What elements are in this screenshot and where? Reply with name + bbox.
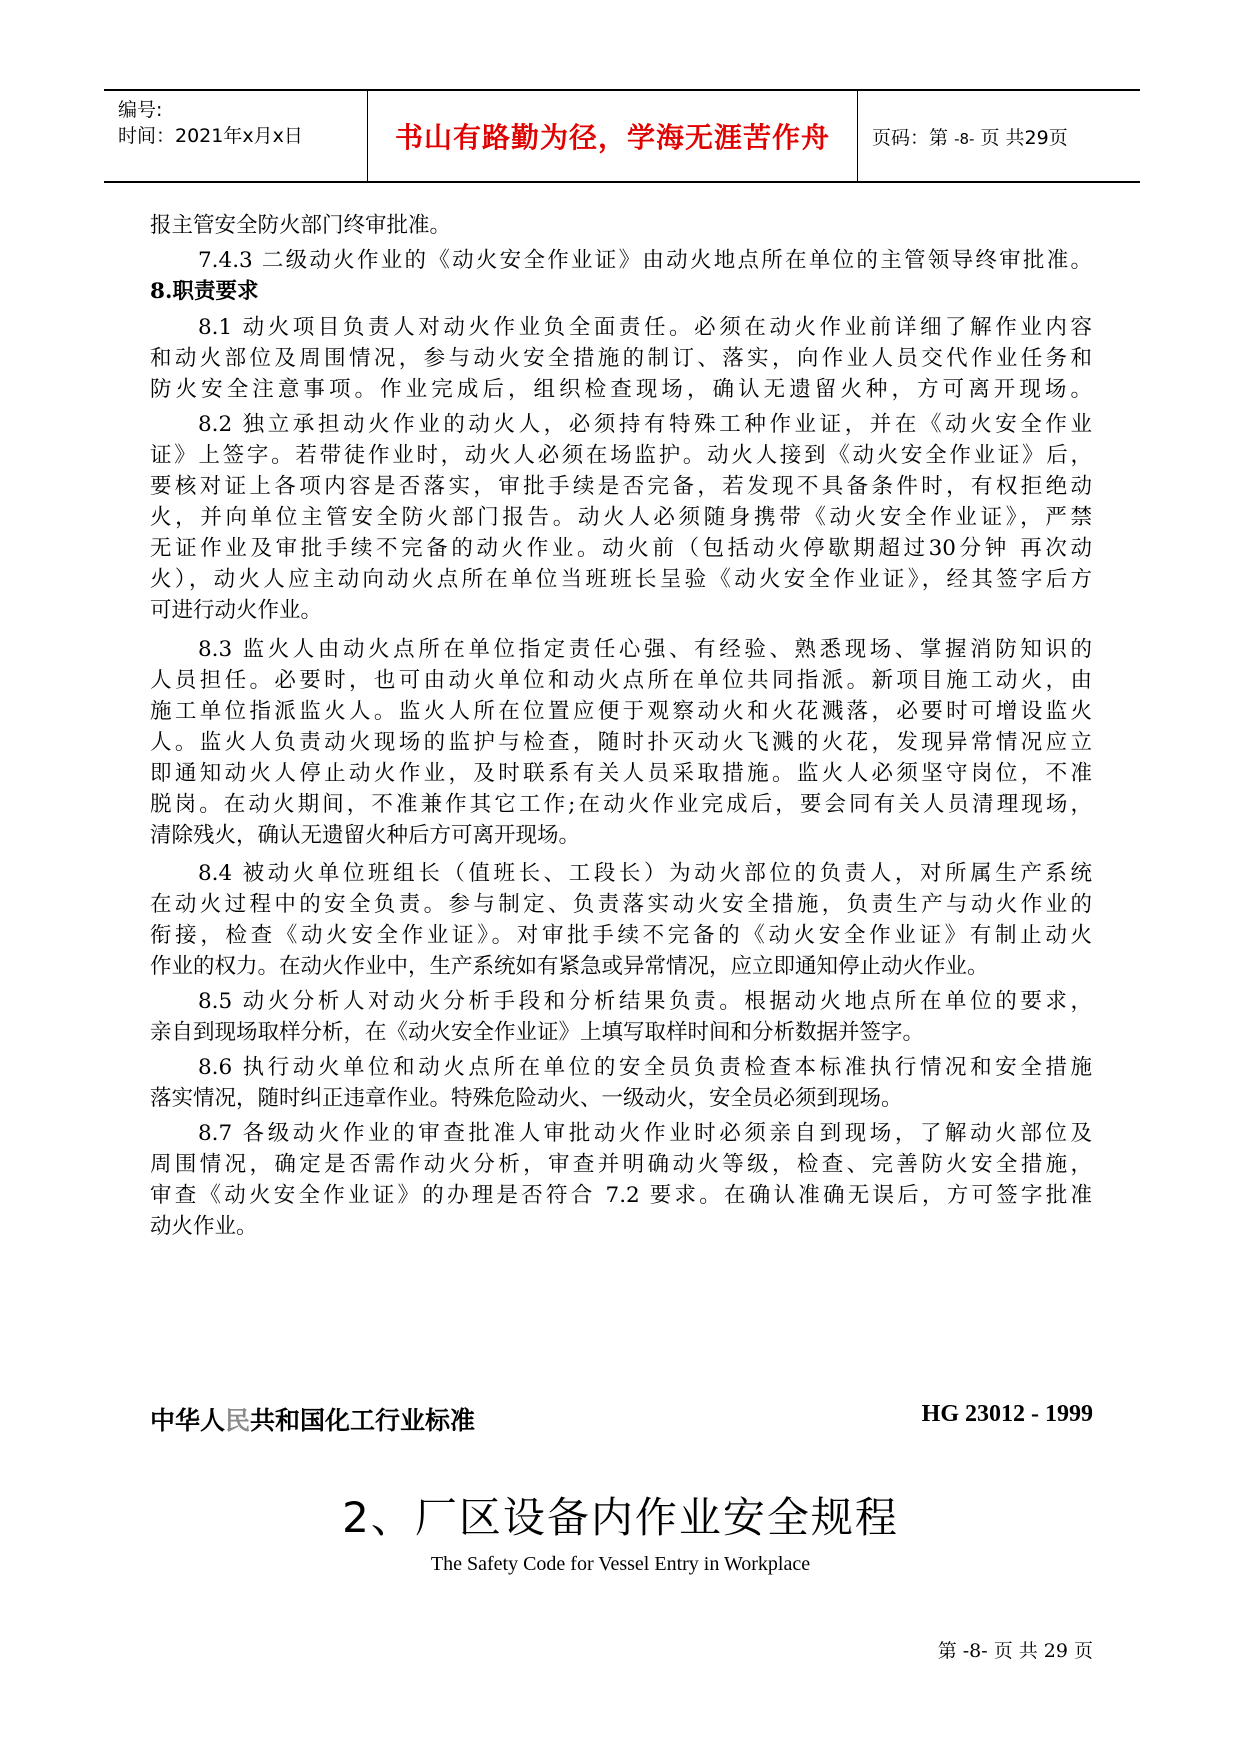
- page-header: [104, 89, 1140, 183]
- body-line: 报主管安全防火部门终审批准。: [150, 213, 452, 238]
- body-line: 8.1 动火项目负责人对动火作业负全面责任。必须在动火作业前详细了解作业内容: [198, 315, 1092, 340]
- body-line: 8.6 执行动火单位和动火点所在单位的安全员负责检查本标准执行情况和安全措施: [198, 1055, 1092, 1080]
- document-time-label: 时间：2021年x月x日: [118, 125, 303, 147]
- section-heading: 8.职责要求: [150, 279, 259, 304]
- body-line: 无证作业及审批手续不完备的动火作业。动火前（包括动火停歇期超过30分钟 再次动: [150, 536, 1092, 561]
- body-line: 审查《动火安全作业证》的办理是否符合 7.2 要求。在确认准确无误后，方可签字批准: [150, 1183, 1092, 1208]
- body-line: 人。监火人负责动火现场的监护与检查，随时扑灭动火飞溅的火花，发现异常情况应立: [150, 730, 1092, 755]
- body-line: 火），动火人应主动向动火点所在单位当班班长呈验《动火安全作业证》，经其签字后方: [150, 567, 1092, 592]
- body-line: 火，并向单位主管安全防火部门报告。动火人必须随身携带《动火安全作业证》，严禁: [150, 505, 1092, 530]
- body-line: 可进行动火作业。: [150, 598, 323, 623]
- body-line: 人员担任。必要时，也可由动火单位和动火点所在单位共同指派。新项目施工动火，由: [150, 668, 1092, 693]
- document-number-label: 编号:: [118, 99, 163, 121]
- section-subtitle: The Safety Code for Vessel Entry in Workplace: [430, 1553, 811, 1575]
- body-line: 和动火部位及周围情况，参与动火安全措施的制订、落实，向作业人员交代作业任务和: [150, 346, 1092, 371]
- body-line: 落实情况，随时纠正违章作业。特殊危险动火、一级动火，安全员必须到现场。: [150, 1086, 903, 1111]
- header-page-number: [872, 123, 1068, 150]
- header-motto: 书山有路勤为径，学海无涯苦作舟: [394, 121, 830, 154]
- header-page-label: 页码：第: [872, 126, 949, 149]
- body-line: 清除残火，确认无遗留火种后方可离开现场。: [150, 823, 581, 848]
- page-footer-number: 第 -8- 页 共 29 页: [937, 1640, 1093, 1662]
- body-line: 动火作业。: [150, 1214, 258, 1239]
- header-page-total: 页 共29页: [980, 126, 1068, 149]
- body-line: 8.3 监火人由动火点所在单位指定责任心强、有经验、熟悉现场、掌握消防知识的: [198, 637, 1092, 662]
- standard-name-part2: 共和国化工行业标准: [250, 1406, 476, 1435]
- standard-name-ink: 民: [225, 1406, 251, 1435]
- body-line: 防火安全注意事项。作业完成后，组织检查现场，确认无遗留火种，方可离开现场。: [150, 377, 1092, 402]
- body-line: 8.4 被动火单位班组长（值班长、工段长）为动火部位的负责人，对所属生产系统: [198, 861, 1092, 886]
- body-line: 要核对证上各项内容是否落实，审批手续是否完备，若发现不具备条件时，有权拒绝动: [150, 474, 1092, 499]
- body-line: 8.2 独立承担动火作业的动火人，必须持有特殊工种作业证，并在《动火安全作业: [198, 412, 1092, 437]
- header-left-cell: [104, 91, 368, 181]
- body-line: 8.7 各级动火作业的审查批准人审批动火作业时必须亲自到现场，了解动火部位及: [198, 1121, 1092, 1146]
- body-line: 8.5 动火分析人对动火分析手段和分析结果负责。根据动火地点所在单位的要求，: [198, 989, 1092, 1014]
- body-line: 作业的权力。在动火作业中，生产系统如有紧急或异常情况，应立即通知停止动火作业。: [150, 954, 989, 979]
- header-page-cell: [858, 91, 1140, 181]
- header-motto-cell: [368, 91, 858, 181]
- body-line: 在动火过程中的安全负责。参与制定、负责落实动火安全措施，负责生产与动火作业的: [150, 892, 1092, 917]
- body-line: 脱岗。在动火期间，不准兼作其它工作;在动火作业完成后，要会同有关人员清理现场，: [150, 792, 1092, 817]
- section-title: 2、厂区设备内作业安全规程: [342, 1493, 899, 1542]
- body-line: 即通知动火人停止动火作业，及时联系有关人员采取措施。监火人必须坚守岗位，不准: [150, 761, 1092, 786]
- body-line: 施工单位指派监火人。监火人所在位置应便于观察动火和火花溅落，必要时可增设监火: [150, 699, 1092, 724]
- body-line: 周围情况，确定是否需作动火分析，审查并明确动火等级，检查、完善防火安全措施，: [150, 1152, 1092, 1177]
- body-line: 衔接，检查《动火安全作业证》。对审批手续不完备的《动火安全作业证》有制止动火: [150, 923, 1092, 948]
- standard-name: [150, 1401, 475, 1437]
- body-line: 7.4.3 二级动火作业的《动火安全作业证》由动火地点所在单位的主管领导终审批准。: [198, 248, 1092, 273]
- standard-code: HG 23012 - 1999: [921, 1401, 1093, 1427]
- standard-name-part1: 中华人: [150, 1406, 226, 1435]
- body-line: 亲自到现场取样分析，在《动火安全作业证》上填写取样时间和分析数据并签字。: [150, 1020, 925, 1045]
- header-page-current: -8-: [954, 129, 975, 148]
- body-line: 证》上签字。若带徒作业时，动火人必须在场监护。动火人接到《动火安全作业证》后，: [150, 443, 1092, 468]
